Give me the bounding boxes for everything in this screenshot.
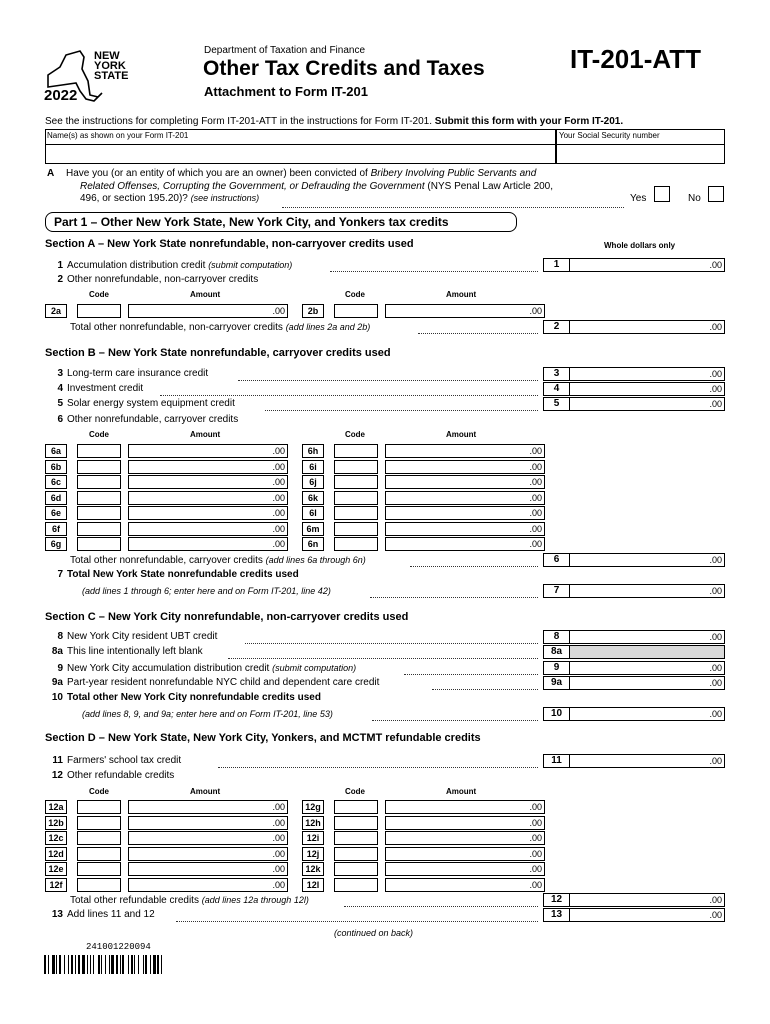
line-12h-label: 12h	[302, 816, 324, 830]
line-2-box-label: 2	[543, 320, 570, 334]
line-5-text: Solar energy system equipment credit	[67, 398, 235, 409]
line-12h-code[interactable]	[334, 816, 378, 830]
line-10-label	[45, 691, 321, 705]
line-8a-amount	[570, 645, 725, 659]
line-7-box-label: 7	[543, 584, 570, 598]
barcode-bar	[122, 955, 124, 974]
line-12g-code[interactable]	[334, 800, 378, 814]
barcode-bar	[93, 955, 94, 974]
line-6l-label: 6l	[302, 506, 324, 520]
barcode-bar	[111, 955, 114, 974]
line-6a-amount[interactable]: .00	[128, 444, 288, 458]
line-5-amount[interactable]: .00	[570, 397, 725, 411]
name-field-divider	[45, 144, 725, 145]
line-12l-label: 12l	[302, 878, 324, 892]
line-13-text: Add lines 11 and 12	[67, 909, 155, 920]
line-13-box-label: 13	[543, 908, 570, 922]
line-9a-num: 9a	[51, 677, 63, 688]
line-12l-amount[interactable]: .00	[385, 878, 545, 892]
line-7-text: Total New York State nonrefundable credits used	[67, 569, 299, 580]
no-label: No	[688, 193, 701, 204]
line-5-dots	[265, 397, 538, 411]
line-6g-code[interactable]	[77, 537, 121, 551]
line-12i-code[interactable]	[334, 831, 378, 845]
line-6f-code[interactable]	[77, 522, 121, 536]
line-8-label	[45, 630, 217, 644]
line-2-num: 2	[57, 274, 63, 285]
line-6i-amount[interactable]: .00	[385, 460, 545, 474]
question-a-line2	[80, 181, 553, 192]
line-10-amount[interactable]: .00	[570, 707, 725, 721]
line-9a-amount[interactable]: .00	[570, 676, 725, 690]
line-13-amount[interactable]: .00	[570, 908, 725, 922]
line-2-code-head-right: Code	[345, 290, 365, 299]
line-6-amount-head-right: Amount	[446, 430, 477, 439]
line-6d-amount[interactable]: .00	[128, 491, 288, 505]
line-12e-label: 12e	[45, 862, 67, 876]
line-3-label	[45, 367, 208, 381]
barcode-bar	[87, 955, 88, 974]
line-9a-text: Part-year resident nonrefundable NYC child and dependent care credit	[67, 677, 380, 688]
line-12-total-dots	[344, 893, 538, 907]
line-13-dots	[176, 908, 538, 922]
line-12d-code[interactable]	[77, 847, 121, 861]
line-7-label	[45, 568, 299, 582]
line-6h-amount[interactable]: .00	[385, 444, 545, 458]
barcode-bar	[131, 955, 133, 974]
line-2-amount[interactable]: .00	[570, 320, 725, 334]
line-2-label	[45, 273, 258, 287]
line-2a-label: 2a	[45, 304, 67, 318]
yes-label: Yes	[630, 193, 647, 204]
line-12-total-note: (add lines 12a through 12l)	[201, 895, 309, 905]
line-12a-label: 12a	[45, 800, 67, 814]
barcode-bar	[82, 955, 85, 974]
barcode-bar	[116, 955, 118, 974]
barcode-number: 241001220094	[86, 942, 151, 952]
line-8a-box-label: 8a	[543, 645, 570, 659]
line-4-dots	[160, 382, 538, 396]
line-6c-amount[interactable]: .00	[128, 475, 288, 489]
line-1-dots	[330, 258, 538, 272]
line-6g-amount[interactable]: .00	[128, 537, 288, 551]
line-6j-code[interactable]	[334, 475, 378, 489]
line-2-amount-head-right: Amount	[446, 290, 477, 299]
form-id: IT-201-ATT	[570, 44, 701, 74]
section-a-title: Section A – New York State nonrefundable, non-carryover credits used	[45, 238, 414, 250]
line-3-amount[interactable]: .00	[570, 367, 725, 381]
part1-title: Part 1 – Other New York State, New York City, and Yonkers tax credits	[45, 212, 517, 232]
whole-dollars-note: Whole dollars only	[604, 241, 676, 250]
barcode-bar	[75, 955, 76, 974]
line-12-label	[45, 769, 174, 783]
line-12-num: 12	[51, 770, 63, 781]
form-subtitle: Attachment to Form IT-201	[204, 84, 368, 99]
question-a-line1	[66, 168, 536, 179]
line-8-dots	[245, 630, 538, 644]
line-6c-code[interactable]	[77, 475, 121, 489]
line-10-note: (add lines 8, 9, and 9a; enter here and on Form IT-201, line 53)	[82, 709, 333, 719]
line-2b-code[interactable]	[334, 304, 378, 318]
line-9-box-label: 9	[543, 661, 570, 675]
line-8-amount[interactable]: .00	[570, 630, 725, 644]
line-12j-code[interactable]	[334, 847, 378, 861]
line-12g-amount[interactable]: .00	[385, 800, 545, 814]
line-2a-amount[interactable]: .00	[128, 304, 288, 318]
line-1-amount[interactable]: .00	[570, 258, 725, 272]
line-12d-amount[interactable]: .00	[128, 847, 288, 861]
line-11-amount[interactable]: .00	[570, 754, 725, 768]
barcode-bar	[138, 955, 139, 974]
tax-year: 2022	[44, 87, 78, 104]
line-6e-amount[interactable]: .00	[128, 506, 288, 520]
line-8a-num: 8a	[51, 646, 63, 657]
line-8a-dots	[228, 645, 538, 659]
line-6m-label: 6m	[302, 522, 324, 536]
line-6m-code[interactable]	[334, 522, 378, 536]
barcode-bar	[145, 955, 147, 974]
line-4-text: Investment credit	[67, 383, 144, 394]
line-6h-code[interactable]	[334, 444, 378, 458]
line-6m-amount[interactable]: .00	[385, 522, 545, 536]
line-12-amount[interactable]: .00	[570, 893, 725, 907]
line-12c-amount[interactable]: .00	[128, 831, 288, 845]
barcode-bar	[128, 955, 129, 974]
line-6-total-label	[70, 553, 366, 567]
line-12b-label: 12b	[45, 816, 67, 830]
line-12-code-head-right: Code	[345, 787, 365, 796]
line-8-text: New York City resident UBT credit	[67, 631, 218, 642]
barcode-bar	[90, 955, 91, 974]
line-11-label	[45, 754, 181, 768]
line-2-amount-head-left: Amount	[190, 290, 221, 299]
line-12-box-label: 12	[543, 893, 570, 907]
department-name: Department of Taxation and Finance	[204, 45, 366, 56]
line-6f-label: 6f	[45, 522, 67, 536]
line-6-code-head-left: Code	[89, 430, 109, 439]
line-12f-amount[interactable]: .00	[128, 878, 288, 892]
line-2-text: Other nonrefundable, non-carryover credits	[67, 274, 259, 285]
line-10-num: 10	[51, 692, 63, 703]
line-6-label	[45, 413, 238, 427]
line-1-note: (submit computation)	[208, 260, 293, 270]
line-12-text: Other refundable credits	[67, 770, 175, 781]
line-12c-label: 12c	[45, 831, 67, 845]
line-12k-label: 12k	[302, 862, 324, 876]
line-9-num: 9	[57, 663, 63, 674]
line-6k-label: 6k	[302, 491, 324, 505]
qa-line1-italic: Bribery Involving Public Servants and	[370, 168, 537, 179]
question-a-letter: A	[47, 168, 55, 179]
state-name-line3: STATE	[94, 70, 129, 82]
line-11-dots	[218, 754, 538, 768]
line-6e-label: 6e	[45, 506, 67, 520]
yes-checkbox[interactable]	[654, 186, 670, 202]
barcode-bar	[52, 955, 55, 974]
instructions-bold: Submit this form with your Form IT-201.	[434, 116, 624, 127]
line-1-text: Accumulation distribution credit	[67, 260, 206, 271]
line-6j-amount[interactable]: .00	[385, 475, 545, 489]
barcode-bar	[56, 955, 57, 974]
line-10-dots	[372, 707, 538, 721]
line-1-box-label: 1	[543, 258, 570, 272]
line-9-label	[45, 661, 356, 675]
barcode-bar	[143, 955, 144, 974]
qa-line2-plain: (NYS Penal Law Article 200,	[427, 181, 554, 192]
line-6h-label: 6h	[302, 444, 324, 458]
line-10-box-label: 10	[543, 707, 570, 721]
line-2-code-head-left: Code	[89, 290, 109, 299]
line-4-label	[45, 382, 143, 396]
line-12h-amount[interactable]: .00	[385, 816, 545, 830]
line-6i-label: 6i	[302, 460, 324, 474]
line-6g-label: 6g	[45, 537, 67, 551]
line-9a-box-label: 9a	[543, 676, 570, 690]
line-7-num: 7	[57, 569, 63, 580]
line-6-total-dots	[410, 553, 538, 567]
line-6n-amount[interactable]: .00	[385, 537, 545, 551]
line-13-num: 13	[51, 909, 63, 920]
line-12j-amount[interactable]: .00	[385, 847, 545, 861]
barcode-bar	[150, 955, 151, 974]
line-12a-amount[interactable]: .00	[128, 800, 288, 814]
line-6l-code[interactable]	[334, 506, 378, 520]
line-12k-code[interactable]	[334, 862, 378, 876]
line-12i-label: 12i	[302, 831, 324, 845]
question-a-line3	[80, 193, 259, 204]
line-12e-code[interactable]	[77, 862, 121, 876]
line-3-text: Long-term care insurance credit	[67, 368, 209, 379]
section-c-title: Section C – New York City nonrefundable, non-carryover credits used	[45, 611, 409, 623]
line-8a-label	[45, 645, 203, 659]
line-3-num: 3	[57, 368, 63, 379]
no-checkbox[interactable]	[708, 186, 724, 202]
name-label: Name(s) as shown on your Form IT-201	[47, 131, 189, 140]
barcode-bar	[48, 955, 49, 974]
line-6b-amount[interactable]: .00	[128, 460, 288, 474]
line-8a-text: This line intentionally left blank	[67, 646, 203, 657]
line-9-note: (submit computation)	[272, 663, 357, 673]
line-6c-label: 6c	[45, 475, 67, 489]
section-d-title: Section D – New York State, New York City, Yonkers, and MCTMT refundable credits	[45, 732, 481, 744]
line-3-box-label: 3	[543, 367, 570, 381]
line-11-box-label: 11	[543, 754, 570, 768]
line-2-total-note: (add lines 2a and 2b)	[285, 322, 371, 332]
line-2b-amount[interactable]: .00	[385, 304, 545, 318]
line-6d-code[interactable]	[77, 491, 121, 505]
line-12-total-text: Total other refundable credits	[70, 895, 199, 906]
line-9a-label	[45, 676, 379, 690]
qa-line2-italic: Related Offenses, Corrupting the Government, or Defrauding the Government	[80, 181, 425, 192]
line-6-code-head-right: Code	[345, 430, 365, 439]
line-6a-code[interactable]	[77, 444, 121, 458]
barcode-bar	[153, 955, 156, 974]
barcode-bar	[157, 955, 159, 974]
line-11-text: Farmers' school tax credit	[67, 755, 182, 766]
line-9-amount[interactable]: .00	[570, 661, 725, 675]
instructions-line	[45, 116, 623, 127]
line-12j-label: 12j	[302, 847, 324, 861]
line-6-total-text: Total other nonrefundable, carryover credits	[70, 555, 263, 566]
line-12f-code[interactable]	[77, 878, 121, 892]
line-8-box-label: 8	[543, 630, 570, 644]
line-6n-code[interactable]	[334, 537, 378, 551]
barcode-bar	[98, 955, 100, 974]
line-6f-amount[interactable]: .00	[128, 522, 288, 536]
barcode-bar	[101, 955, 102, 974]
line-6-num: 6	[57, 414, 63, 425]
qa-line3-plain: 496, or section 195.20)?	[80, 193, 188, 204]
line-12e-amount[interactable]: .00	[128, 862, 288, 876]
line-6e-code[interactable]	[77, 506, 121, 520]
line-9-dots	[404, 661, 538, 675]
line-6a-label: 6a	[45, 444, 67, 458]
line-6-total-note: (add lines 6a through 6n)	[265, 555, 366, 565]
state-name-line2: YORK	[94, 60, 126, 72]
line-12-code-head-left: Code	[89, 787, 109, 796]
line-12g-label: 12g	[302, 800, 324, 814]
line-5-box-label: 5	[543, 397, 570, 411]
barcode-bar	[134, 955, 135, 974]
line-4-num: 4	[57, 383, 63, 394]
barcode-bar	[120, 955, 121, 974]
state-name-line1: NEW	[94, 50, 120, 62]
line-12c-code[interactable]	[77, 831, 121, 845]
line-2-total-dots	[418, 320, 538, 334]
barcode-bar	[44, 955, 46, 974]
line-12f-label: 12f	[45, 878, 67, 892]
line-5-num: 5	[57, 398, 63, 409]
line-1-num: 1	[57, 260, 63, 271]
line-12l-code[interactable]	[334, 878, 378, 892]
line-11-num: 11	[52, 755, 63, 766]
line-6b-code[interactable]	[77, 460, 121, 474]
line-12i-amount[interactable]: .00	[385, 831, 545, 845]
line-2-total-label	[70, 320, 370, 334]
barcode-bar	[109, 955, 110, 974]
line-13-label	[45, 908, 155, 922]
line-2b-label: 2b	[302, 304, 324, 318]
line-6i-code[interactable]	[334, 460, 378, 474]
line-4-amount[interactable]: .00	[570, 382, 725, 396]
barcode-icon	[44, 955, 194, 974]
line-12-amount-head-left: Amount	[190, 787, 221, 796]
line-12b-code[interactable]	[77, 816, 121, 830]
line-10-text: Total other New York City nonrefundable credits used	[67, 692, 321, 703]
barcode-bar	[59, 955, 61, 974]
line-1-label	[45, 258, 292, 272]
barcode-bar	[71, 955, 73, 974]
line-6l-amount[interactable]: .00	[385, 506, 545, 520]
barcode-bar	[68, 955, 69, 974]
instructions-text: See the instructions for completing Form IT-201-ATT in the instructions for Form IT-201.	[45, 116, 433, 127]
line-12k-amount[interactable]: .00	[385, 862, 545, 876]
line-3-dots	[238, 367, 538, 381]
line-2-total-text: Total other nonrefundable, non-carryover credits	[70, 322, 283, 333]
line-9a-dots	[432, 676, 538, 690]
line-6d-label: 6d	[45, 491, 67, 505]
qa-line1-plain: Have you (or an entity of which you are an owner) been convicted of	[66, 168, 368, 179]
line-2a-code[interactable]	[77, 304, 121, 318]
continued-note: (continued on back)	[334, 928, 414, 938]
line-6-text: Other nonrefundable, carryover credits	[67, 414, 239, 425]
line-7-dots	[370, 584, 538, 598]
line-8-num: 8	[57, 631, 63, 642]
form-title: Other Tax Credits and Taxes	[203, 57, 485, 80]
line-5-label	[45, 397, 235, 411]
line-12d-label: 12d	[45, 847, 67, 861]
line-7-note: (add lines 1 through 6; enter here and on Form IT-201, line 42)	[82, 586, 331, 596]
line-6k-amount[interactable]: .00	[385, 491, 545, 505]
line-6k-code[interactable]	[334, 491, 378, 505]
qa-leader-dots	[282, 194, 624, 208]
barcode-bar	[161, 955, 162, 974]
line-7-amount[interactable]: .00	[570, 584, 725, 598]
qa-line3-italic: (see instructions)	[190, 193, 260, 203]
line-12a-code[interactable]	[77, 800, 121, 814]
barcode-bar	[105, 955, 106, 974]
line-12b-amount[interactable]: .00	[128, 816, 288, 830]
line-9-text: New York City accumulation distribution credit	[67, 663, 270, 674]
section-b-title: Section B – New York State nonrefundable, carryover credits used	[45, 347, 391, 359]
line-6n-label: 6n	[302, 537, 324, 551]
line-6-amount[interactable]: .00	[570, 553, 725, 567]
line-12-amount-head-right: Amount	[446, 787, 477, 796]
line-6b-label: 6b	[45, 460, 67, 474]
line-6-amount-head-left: Amount	[190, 430, 221, 439]
ssn-label: Your Social Security number	[559, 131, 660, 140]
line-6j-label: 6j	[302, 475, 324, 489]
nys-logo	[42, 45, 137, 103]
barcode-bar	[78, 955, 80, 974]
line-6-box-label: 6	[543, 553, 570, 567]
barcode-bar	[64, 955, 65, 974]
line-4-box-label: 4	[543, 382, 570, 396]
line-12-total-label	[70, 893, 309, 907]
